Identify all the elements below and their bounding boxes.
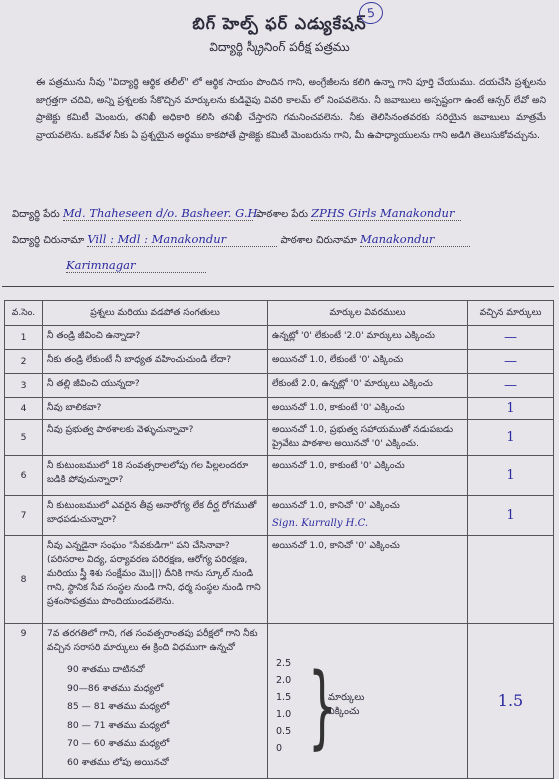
row-given-marks[interactable]: 1	[468, 496, 554, 536]
table-row	[5, 374, 554, 398]
row-number: 2	[5, 350, 43, 374]
table-header-row	[5, 301, 554, 326]
table-row	[5, 536, 554, 624]
row-given-marks[interactable]	[468, 536, 554, 624]
school-address-value: Manakondur	[360, 232, 470, 247]
row-given-marks[interactable]: 1.5	[468, 624, 554, 779]
student-name-value: Md. Thaheseen d/o. Basheer. G.H.	[62, 206, 262, 220]
row-marks: ఉన్నట్లో '0' లేకుంటే '2.0' మార్కులు ఎక్కించు	[268, 326, 468, 350]
row-question: నీవు బాలికవా?	[43, 398, 268, 420]
student-address-value: Vill : Mdl : Manakondur	[87, 232, 277, 247]
row-number: 3	[5, 374, 43, 398]
school-name-value: ZPHS Girls Manakondur	[311, 206, 461, 221]
row-number: 5	[5, 420, 43, 456]
student-name-label: విద్యార్థి పేరు	[12, 209, 60, 220]
circled-page-number: 5	[358, 0, 385, 25]
screening-table	[4, 300, 554, 779]
address-row-2	[66, 258, 206, 273]
curly-brace-icon: }	[308, 654, 337, 759]
grade-item: 80 — 71 శాతము మధ్యలో	[67, 719, 170, 731]
row-marks: అయినచో 1.0, ప్రభుత్వ సహాయముతో నడుపబడు ప్రైవేటు పాఠశాల అయినచో '0' ఎక్కించు.	[268, 420, 468, 456]
row-question: 7వ తరగతిలో గాని, గత సంవత్సరాంతపు పరీక్షలో గాని నీకు వచ్చిన సరాసరి మార్కులు ఈ క్రింది విధముగా ఉన్నచో	[47, 628, 258, 653]
school-name-label: పాఠశాల పేరు	[256, 209, 308, 220]
address-row	[12, 232, 470, 248]
row-question: నీ కుటుంబములో 18 సంవత్సరాలలోపు గల పిల్లలందరూ బడికి పోవుచున్నారా?	[43, 456, 268, 496]
row-number: 8	[5, 536, 43, 624]
student-name-row	[12, 206, 461, 222]
score-value: 1.0	[276, 709, 292, 720]
row-number: 7	[5, 496, 43, 536]
table-row	[5, 350, 554, 374]
row-question: నీవు ప్రభుత్వ పాఠశాలకు వెళ్ళుచున్నావా?	[43, 420, 268, 456]
instructions-paragraph: ఈ పత్రమును నీవు "విద్యార్థి ఆర్థిక తలీల్" లో ఆర్థిక సాయం పొందిన గాని, అంగ్రేజీలను కలిగి ఉన్నా గాని పూర్తి చేయుము. దయచేసి ప్రశ్నలను జాగ్రత్తగా చదివి, అన్ని ప్రశ్నలకు సేకొచ్చిన మార్కులను కుడివైపు వివరి కాలమ్ లో నింపవలెను. నీ జవాబులు అస్పష్టంగా ఉంటే ఆన్సర్ లేవో అని ప్రాజెక్టు కమిటీ మెంబరు, తనిఖీ అధికారి కలిసి తనిఖీ చేస్తారని గమనించవలెను. నీకు తెలిసినంతవరకు సరియైన జవాబులు మాత్రమే వ్రాయవలెను. ఒకవేళ నీకు ఏ ప్రశ్నయైన అర్థము కాకపోతే ప్రాజెక్టు కమిటీ మెంబరును గాని, మీ ఉపాధ్యాయులను గాని అడిగి తెలుసుకోవచ్చును.	[36, 77, 546, 141]
form-title: బిగ్ హెల్ప్ ఫర్ ఎడ్యుకేషన్	[192, 14, 367, 33]
col-header-question: ప్రశ్నలు మరియు వడపోత సంగతులు	[43, 301, 268, 326]
col-header-marks-details: మార్కుల వివరములు	[268, 301, 468, 326]
grade-item: 60 శాతము లోపు అయినచో	[67, 756, 169, 768]
col-header-serial: వ.సెం.	[5, 301, 43, 326]
table-row	[5, 624, 554, 779]
score-value: 1.5	[276, 692, 292, 703]
row-number: 9	[5, 624, 43, 779]
row-question: నీకు తండ్రి లేకుంటే నీ బాధ్యత వహించుచుండి లేదా?	[43, 350, 268, 374]
row-marks-scores	[268, 624, 468, 779]
grade-item: 85 — 81 శాతము మధ్యలో	[67, 701, 170, 712]
table-row	[5, 456, 554, 496]
table-row	[5, 326, 554, 350]
grade-list	[67, 661, 263, 772]
row-question: నీ తండ్రి జీవించి ఉన్నాడా?	[43, 326, 268, 350]
score-value: 2.0	[276, 675, 292, 686]
section-divider	[2, 286, 554, 287]
table-row	[5, 420, 554, 456]
row-question: నీ కుటుంబములో ఎవరైన తీవ్ర అనారోగ్య లేక దీర్ఘ రోగముతో బాధపడుచున్నారా?	[43, 496, 268, 536]
row-given-marks[interactable]: 1	[468, 398, 554, 420]
col-header-marks-obtained: వచ్చిన మార్కులు	[468, 301, 554, 326]
row-given-marks[interactable]: 1	[468, 420, 554, 456]
verifier-signature: Sign. Kurrally H.C.	[272, 518, 369, 529]
row-question: నీవు ఎన్నడైనా సంఘం "సేవకుడిగా" పని చేసినావా? (పరిసరాల విద్య, పర్యావరణ పరిరక్షణ, ఆరోగ్య పరిరక్షణ, మరియు స్త్రీ శిశు సంక్షేమం మొ||) దీనికి గాను స్కూల్ నుండి గాని, స్థానిక సేవ సంస్థల నుండి గాని, ధర్మ సంస్థల నుండి గాని ప్రశంసాపత్రము పొందియుండవలెను.	[43, 536, 268, 624]
table-row	[5, 398, 554, 420]
row-marks: అయినచో 1.0, లేకుంటే '0' ఎక్కించు	[268, 350, 468, 374]
row-marks-text: అయినచో 1.0, కానిచో '0' ఎక్కించు	[272, 500, 400, 511]
row-marks: అయినచో 1.0, కానిచో '0' ఎక్కించు	[268, 536, 468, 624]
row-marks: లేకుంటే 2.0, ఉన్నట్లో '0' మార్కులు ఎక్కించు	[268, 374, 468, 398]
row-given-marks[interactable]: —	[468, 350, 554, 374]
student-address-value-2: Karimnagar	[66, 258, 206, 273]
row-question: నీ తల్లి జీవించి యున్నదా?	[43, 374, 268, 398]
row-marks: అయినచో 1.0, కాకుంటే '0' ఎక్కించు	[268, 456, 468, 496]
row-given-marks[interactable]: —	[468, 326, 554, 350]
row-given-marks[interactable]: 1	[468, 456, 554, 496]
row-marks	[268, 496, 468, 536]
grade-item: 70 — 60 శాతము మధ్యలో	[67, 738, 170, 749]
score-value: 2.5	[276, 658, 292, 669]
school-address-label: పాఠశాల చిరునామా	[280, 235, 357, 246]
row-number: 6	[5, 456, 43, 496]
row-given-marks[interactable]: —	[468, 374, 554, 398]
score-label: మార్కులు ఎక్కించు	[328, 692, 365, 717]
grade-item: 90 శాతము దాటినచో	[67, 664, 145, 675]
grade-item: 90—86 శాతము మధ్యలో	[67, 682, 164, 694]
score-value: 0.5	[276, 726, 292, 737]
row-number: 1	[5, 326, 43, 350]
student-address-label: విద్యార్థి చిరునామా	[12, 235, 85, 246]
table-row	[5, 496, 554, 536]
form-subtitle: విద్యార్థి స్క్రీనింగ్ పరీక్ష పత్రము	[209, 40, 350, 54]
score-block	[272, 655, 463, 775]
row-marks: అయినచో 1.0, కాకుంటే '0' ఎక్కించు	[268, 398, 468, 420]
score-value: 0	[276, 743, 283, 754]
row-number: 4	[5, 398, 43, 420]
score-list	[276, 655, 291, 757]
row-question-grades	[43, 624, 268, 779]
